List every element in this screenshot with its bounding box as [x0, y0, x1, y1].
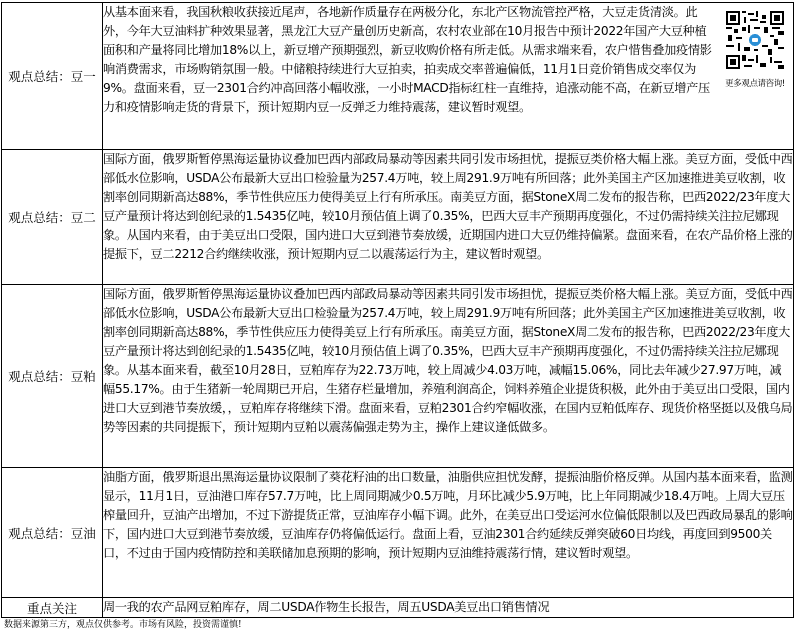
row-label-soybean-oil: 观点总结：豆油 — [2, 468, 103, 598]
row-content-soybean-oil: 油脂方面，俄罗斯退出黑海运量协议限制了葵花籽油的出口数量，油脂供应担忧发酵，提振油脂价格反弹。从国内基本面来看，监测显示，11月1日，豆油港口库存57.7万吨，比上周同期减少0.5万吨，月环比减少5.9万吨，比上年同期减少18.4万吨。上周大豆压榨量回升，豆油产出增加，不过下游提货正常，豆油库存小幅下调。此外，在美豆出口受运河水位偏低限制以及巴西政局暴乱的影响下，国内进口大豆到港节奏放缓，豆油库存仍将偏低运行。盘面上看，豆油2301合约延续反弹突破60日均线，再度回到9500关口，不过由于国内疫情防控和美联储加息预期的影响，预计短期内豆油维持震荡行情，建议暂时观望。 — [103, 468, 794, 598]
report-container — [1, 2, 794, 618]
qr-code-icon — [726, 11, 784, 69]
table-row-soybean-1 — [2, 3, 794, 150]
row-label-soybean-1: 观点总结：豆一 — [2, 3, 103, 150]
viewpoint-table — [1, 2, 794, 618]
row-label-soybean-meal: 观点总结：豆粕 — [2, 285, 103, 468]
soybean-1-text: 从基本面来看，我国秋粮收获接近尾声，各地新作质量存在两极分化，东北产区物流管控严格，大豆走货清淡。此外，今年大豆油料扩种效果显著，黑龙江大豆产量创历史新高，农村农业部在10月报告中预计2022年国产大豆种植面积和产量将同比增加18%以上，新豆增产预期强烈，新豆收购价格有所走低。从需求端来看，农户惜售叠加疫情影响消费需求，市场购销氛围一般。中储粮持续进行大豆拍卖，拍卖成交率普遍偏低，11月1日竞价销售成交率仅为9%。盘面来看，豆一2301合约冲高回落小幅收涨，一小时MACD指标红柱一直维持，追涨动能不高，在新豆增产压力和疫情影响走货的背景下，预计短期内豆一反弹乏力维持震荡，建议暂时观望。 — [103, 5, 712, 114]
table-row-soybean-2 — [2, 150, 794, 285]
row-content-soybean-2: 国际方面，俄罗斯暂停黑海运量协议叠加巴西内部政局暴动等因素共同引发市场担忧，提振豆类价格大幅上涨。美豆方面，受低中西部低水位影响，USDA公布最新大豆出口检验量为257.4万吨，较上周291.9万吨有所回落；此外美国主产区加速推进美豆收割，收割率创同期新高达88%，季节性供应压力使得美豆上行有所承压。南美豆方面，据StoneX周二发布的报告称，巴西2022/23年度大豆产量预计将达到创纪录的1.5435亿吨，较10月预估值上调了0.35%，巴西大豆丰产预期再度强化，不过仍需持续关注拉尼娜现象。从国内来看，由于美豆出口受限，国内进口大豆到港节奏放缓，近期国内进口大豆仍维持偏紧。盘面来看，在农产品价格上涨的提振下，豆二2212合约继续收涨，预计短期内豆二以震荡运行为主，建议暂时观望。 — [103, 150, 794, 285]
table-row-key-focus — [2, 598, 794, 618]
row-content-key-focus: 周一我的农产品网豆粕库存，周二USDA作物生长报告，周五USDA美豆出口销售情况 — [103, 598, 794, 618]
data-source-note: 数据来源第三方，观点仅供参考。市场有风险，投资需谨慎! — [4, 620, 242, 630]
qr-caption: 更多观点请咨询! — [725, 79, 785, 89]
row-label-soybean-2: 观点总结：豆二 — [2, 150, 103, 285]
table-row-soybean-oil — [2, 468, 794, 598]
row-label-key-focus: 重点关注 — [2, 598, 103, 618]
qr-block — [717, 11, 793, 90]
row-content-soybean-1 — [103, 3, 794, 150]
row-content-soybean-meal: 国际方面，俄罗斯暂停黑海运量协议叠加巴西内部政局暴动等因素共同引发市场担忧，提振豆类价格大幅上涨。美豆方面，受低中西部低水位影响，USDA公布最新大豆出口检验量为257.4万吨，较上周291.9万吨有所回落；此外美国主产区加速推进美豆收割，收割率创同期新高达88%，季节性供应压力使得美豆上行有所承压。南美豆方面，据StoneX周二发布的报告称，巴西2022/23年度大豆产量预计将达到创纪录的1.5435亿吨，较10月预估值上调了0.35%，巴西大豆丰产预期再度强化，不过仍需持续关注拉尼娜现象。从基本面来看，截至10月28日，豆粕库存为22.73万吨，较上周减少4.03万吨，减幅15.06%，同比去年减少27.97万吨，减幅55.17%。由于生猪新一轮周期已开启，生猪存栏量增加，养殖利润高企，饲料养殖企业提货积极，此外由于美豆出口受限，国内进口大豆到港节奏放缓，，豆粕库存将继续下滑。盘面来看，豆粕2301合约窄幅收涨，在国内豆粕低库存、现货价格坚挺以及俄乌局势等因素的共同提振下，预计短期内豆粕以震荡偏强走势为主，操作上建议逢低做多。 — [103, 285, 794, 468]
table-row-soybean-meal — [2, 285, 794, 468]
